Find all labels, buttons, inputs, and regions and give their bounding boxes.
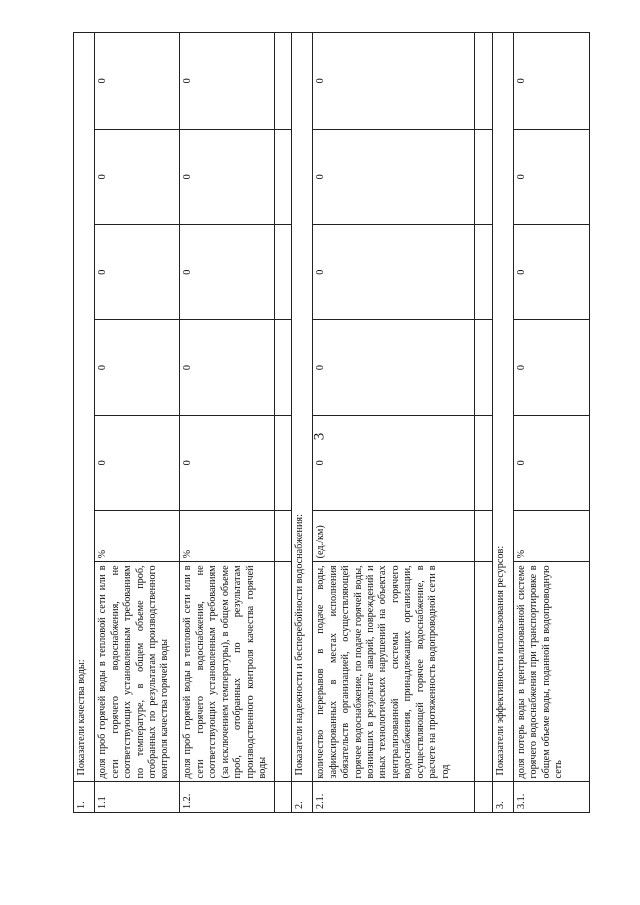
page-number: 3 bbox=[311, 432, 328, 441]
value-cell: 0 bbox=[513, 225, 589, 320]
section-title: Показатели эффективности использования ресурсов: bbox=[492, 33, 513, 782]
value-cell: 0 bbox=[513, 33, 589, 130]
row-number: 2.1. bbox=[313, 782, 475, 813]
value-cell: 0 bbox=[95, 320, 180, 415]
row-number: 1.1 bbox=[95, 782, 180, 813]
unit-cell: % bbox=[95, 511, 180, 562]
value-cell: 0 bbox=[313, 415, 475, 510]
section-row bbox=[74, 33, 95, 813]
section-title: Показатели качества воды: bbox=[74, 33, 95, 782]
spacer-row bbox=[475, 33, 492, 813]
unit-cell: % bbox=[180, 511, 274, 562]
spacer-row bbox=[274, 33, 291, 813]
indicator-description: доля потерь воды в централизованной системе горячего водоснабжения при транспортировке в общем объеме воды, поданной в водопроводную сеть bbox=[513, 562, 589, 782]
value-cell: 0 bbox=[95, 415, 180, 510]
value-cell: 0 bbox=[513, 320, 589, 415]
table-row bbox=[180, 33, 274, 813]
section-number: 2. bbox=[291, 782, 312, 813]
table-row bbox=[313, 33, 475, 813]
value-cell: 0 bbox=[313, 33, 475, 130]
section-number: 3. bbox=[492, 782, 513, 813]
row-number: 3.1. bbox=[513, 782, 589, 813]
value-cell: 0 bbox=[513, 129, 589, 224]
indicator-description: доля проб горячей воды в тепловой сети или в сети горячего водоснабжения, не соответствующих установленным требованиям по температуре, в общем объеме проб, отобранных по результатам производственного контроля качества горячей воды bbox=[95, 562, 180, 782]
value-cell: 0 bbox=[180, 129, 274, 224]
row-number: 1.2. bbox=[180, 782, 274, 813]
section-row bbox=[492, 33, 513, 813]
unit-cell: (ед./км) bbox=[313, 511, 475, 562]
table-row bbox=[513, 33, 589, 813]
section-row bbox=[291, 33, 312, 813]
unit-cell: % bbox=[513, 511, 589, 562]
value-cell: 0 bbox=[313, 225, 475, 320]
value-cell: 0 bbox=[513, 415, 589, 510]
value-cell: 0 bbox=[313, 129, 475, 224]
section-number: 1. bbox=[74, 782, 95, 813]
indicators-table bbox=[73, 32, 590, 813]
value-cell: 0 bbox=[180, 415, 274, 510]
value-cell: 0 bbox=[95, 33, 180, 130]
section-title: Показатели надежности и бесперебойности водоснабжения: bbox=[291, 33, 312, 782]
indicators-table-wrapper bbox=[73, 32, 590, 813]
value-cell: 0 bbox=[180, 33, 274, 130]
value-cell: 0 bbox=[180, 320, 274, 415]
value-cell: 0 bbox=[95, 225, 180, 320]
table-row bbox=[95, 33, 180, 813]
value-cell: 0 bbox=[313, 320, 475, 415]
indicator-description: доля проб горячей воды в тепловой сети или в сети горячего водоснабжения, не соответствующих установленным требованиям (за исключением температуры), в общем объеме проб, отобранных по результатам производственного контроля качества горячей воды bbox=[180, 562, 274, 782]
value-cell: 0 bbox=[95, 129, 180, 224]
value-cell: 0 bbox=[180, 225, 274, 320]
indicator-description: количество перерывов в подаче воды, зафиксированных в местах исполнения обязательств организацией, осуществляющей горячее водоснабжение, по подаче горячей воды, возникших в результате аварий, повреждений и иных технологических нарушений на объектах централизованной системы горячего водоснабжения, принадлежащих организации, осуществляющей горячее водоснабжение, в расчете на протяженность водопроводной сети в год bbox=[313, 562, 475, 782]
